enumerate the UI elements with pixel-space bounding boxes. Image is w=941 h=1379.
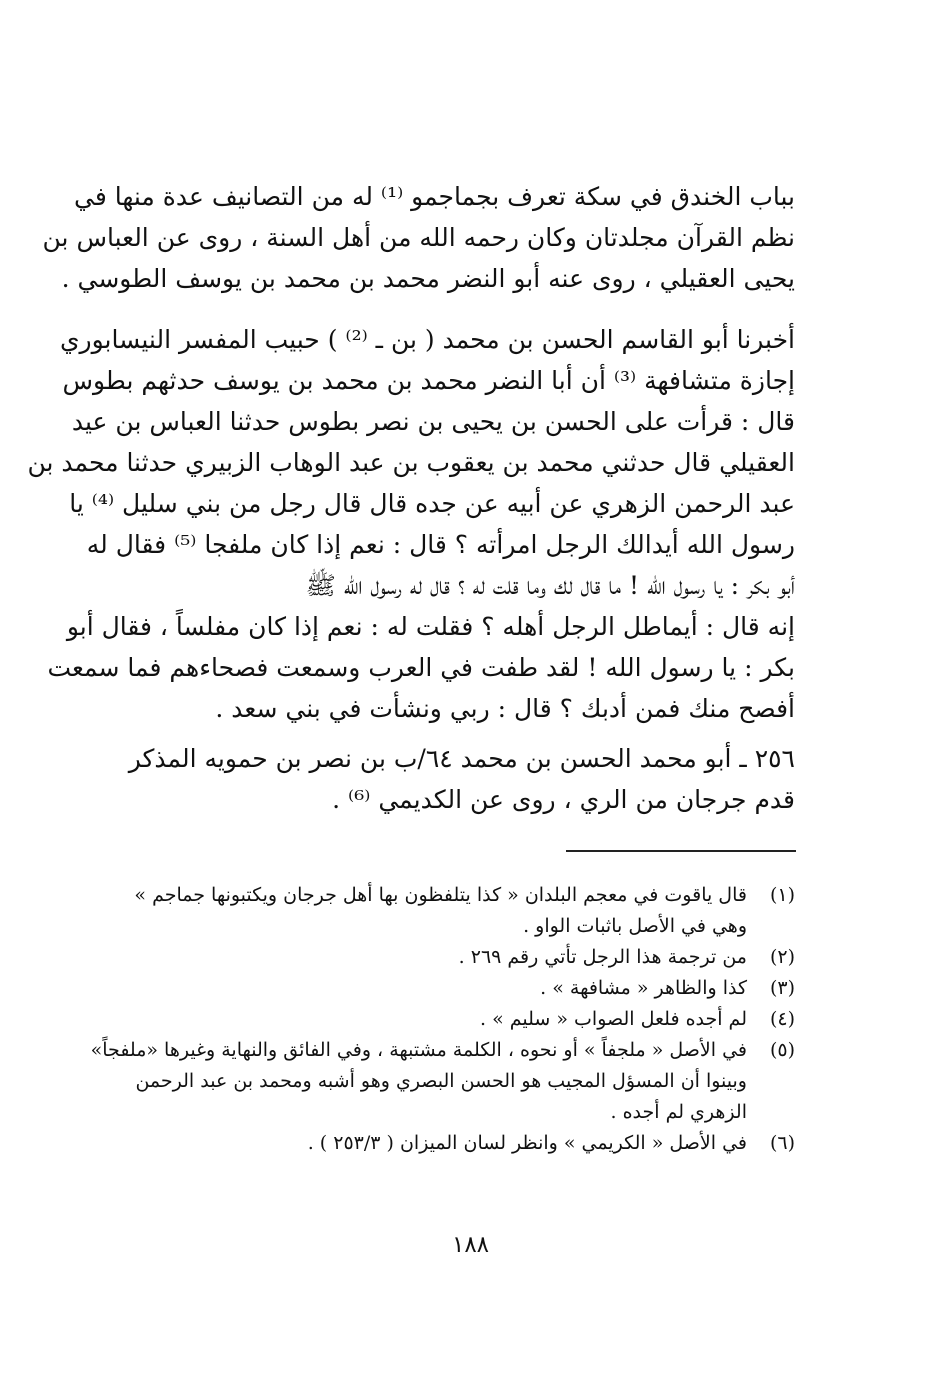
footnote-divider	[566, 850, 796, 852]
footnote-line: وبينوا أن المسؤل المجيب هو الحسن البصري وهو أشبه ومحمد بن عبد الرحمن	[135, 1070, 747, 1092]
footnote-3	[140, 973, 795, 1004]
footnote-number: (٥)	[769, 1039, 795, 1061]
text-line: أبو بكر : يا رسول الله ! ما قال لك وما قلت له ؟ قال له رسول الله ﷺ	[305, 571, 795, 600]
footnote-text	[140, 973, 747, 1004]
footnote-line: في الأصل « الكريمي » وانظر لسان الميزان ( ٢٥٣/٣ ) .	[307, 1132, 747, 1154]
text-line: قدم جرجان من الري ، روى عن الكديمي ⁽⁶⁾ .	[332, 785, 795, 814]
paragraph-2	[27, 319, 795, 729]
footnote-line: لم أجده فلعل الصواب « سليم » .	[480, 1008, 747, 1030]
paragraph-1	[42, 176, 795, 299]
text-line: عبد الرحمن الزهري عن أبيه عن جده قال قال رجل من بني سليل ⁽⁴⁾ يا	[69, 489, 795, 518]
text-line: إنه قال : أيماطل الرجل أهله ؟ فقلت له : نعم إذا كان مفلساً ، فقال أبو	[66, 612, 795, 641]
footnote-line: وهي في الأصل باثبات الواو .	[523, 915, 747, 937]
paragraph-3-entry-256	[128, 738, 795, 820]
footnote-2	[140, 942, 795, 973]
text-line: العقيلي قال حدثني محمد بن يعقوب بن عبد الوهاب الزبيري حدثنا محمد بن	[27, 448, 795, 477]
text-line: أفصح منك فمن أدبك ؟ قال : ربي ونشأت في بني سعد .	[215, 694, 795, 723]
footnote-number: (٤)	[769, 1008, 795, 1030]
footnote-6	[140, 1128, 795, 1159]
text-line: ٢٥٦ ـ أبو محمد الحسن بن محمد ٦٤/ب بن نصر بن حمويه المذكر	[128, 744, 795, 773]
footnote-4	[140, 1004, 795, 1035]
footnote-number: (٢)	[769, 946, 795, 968]
text-line: يحيى العقيلي ، روى عنه أبو النضر محمد بن محمد بن يوسف الطوسي .	[61, 264, 795, 293]
footnote-number: (١)	[769, 884, 795, 906]
footnote-line: كذا والظاهر « مشافهة » .	[540, 977, 747, 999]
text-line: قال : قرأت على الحسن بن يحيى بن نصر بطوس حدثنا العباس بن عيد	[71, 407, 795, 436]
text-line: بباب الخندق في سكة تعرف بجماجمو ⁽¹⁾ له من التصانيف عدة منها في	[74, 182, 795, 211]
footnote-text	[140, 1004, 747, 1035]
footnote-line: قال ياقوت في معجم البلدان « كذا يتلفظون بها أهل جرجان ويكتبونها جماجم »	[134, 884, 747, 906]
footnote-text	[140, 942, 747, 973]
footnote-line: الزهري لم أجده .	[610, 1101, 747, 1123]
footnote-text	[91, 1035, 747, 1128]
footnotes	[90, 880, 795, 1159]
footnote-text	[134, 880, 747, 942]
footnote-number: (٦)	[769, 1132, 795, 1154]
text-line: رسول الله أيدالك الرجل امرأته ؟ قال : نعم إذا كان ملفجا ⁽⁵⁾ فقال له	[86, 530, 795, 559]
footnote-line: في الأصل « ملجفاً » أو نحوه ، الكلمة مشتبهة ، وفي الفائق والنهاية وغيرها «ملفجاً»	[90, 1039, 747, 1061]
text-line: إجازة متشافهة ⁽³⁾ أن أبا النضر محمد بن محمد بن يوسف حدثهم بطوس	[62, 366, 795, 395]
text-line: نظم القرآن مجلدتان وكان رحمه الله من أهل السنة ، روى عن العباس بن	[42, 223, 795, 252]
text-line: بكر : يا رسول الله ! لقد طفت في العرب وسمعت فصحاءهم فما سمعت	[47, 653, 795, 682]
page-number: ١٨٨	[451, 1232, 490, 1258]
text-line: أخبرنا أبو القاسم الحسن بن محمد ( بن ـ ⁽²⁾ ) حبيب المفسر النيسابوري	[59, 325, 795, 354]
footnote-number: (٣)	[769, 977, 795, 999]
footnote-1	[134, 880, 795, 942]
footnote-text	[140, 1128, 747, 1159]
footnote-line: من ترجمة هذا الرجل تأتي رقم ٢٦٩ .	[458, 946, 747, 968]
footnote-5	[90, 1035, 795, 1128]
